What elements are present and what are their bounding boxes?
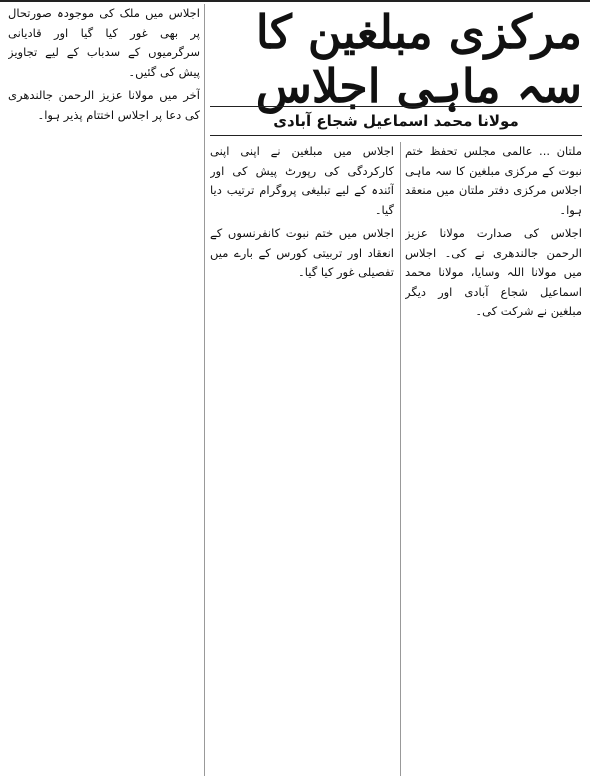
article-column-right: [405, 142, 582, 776]
top-rule: [0, 0, 590, 2]
column-paragraph: ملتان ... عالمی مجلس تحفظ ختم نبوت کے مرکزی مبلغین کا سہ ماہی اجلاس مرکزی دفتر ملتان میں منعقد ہوا۔: [405, 144, 582, 217]
column-paragraph: آخر میں مولانا عزیز الرحمن جالندھری کی دعا پر اجلاس اختتام پذیر ہوا۔: [8, 88, 200, 122]
column-paragraph: اجلاس میں ملک کی موجودہ صورتحال پر بھی غور کیا گیا اور قادیانی سرگرمیوں کے سدباب کے لیے تجاویز پیش کی گئیں۔: [8, 6, 200, 79]
column-paragraph: اجلاس میں ختم نبوت کانفرنسوں کے انعقاد اور تربیتی کورس کے بارے میں تفصیلی غور کیا گیا۔: [210, 226, 394, 279]
column-paragraph: اجلاس کی صدارت مولانا عزیز الرحمن جالندھری نے کی۔ اجلاس میں مولانا اللہ وسایا، مولانا محمد اسماعیل شجاع آبادی اور دیگر مبلغین نے شرکت کی۔: [405, 226, 582, 318]
column-paragraph: اجلاس میں مبلغین نے اپنی اپنی کارکردگی کی رپورٹ پیش کی اور آئندہ کے لیے تبلیغی پروگرام ترتیب دیا گیا۔: [210, 144, 394, 217]
article-column-middle: [210, 142, 394, 776]
column-divider: [204, 4, 205, 776]
column-divider: [400, 142, 401, 776]
article-headline: مرکزی مبلغین کا سہ ماہی اجلاس: [255, 5, 582, 113]
article-column-left: [8, 4, 200, 776]
article-byline: مولانا محمد اسماعیل شجاع آبادی: [210, 106, 582, 136]
